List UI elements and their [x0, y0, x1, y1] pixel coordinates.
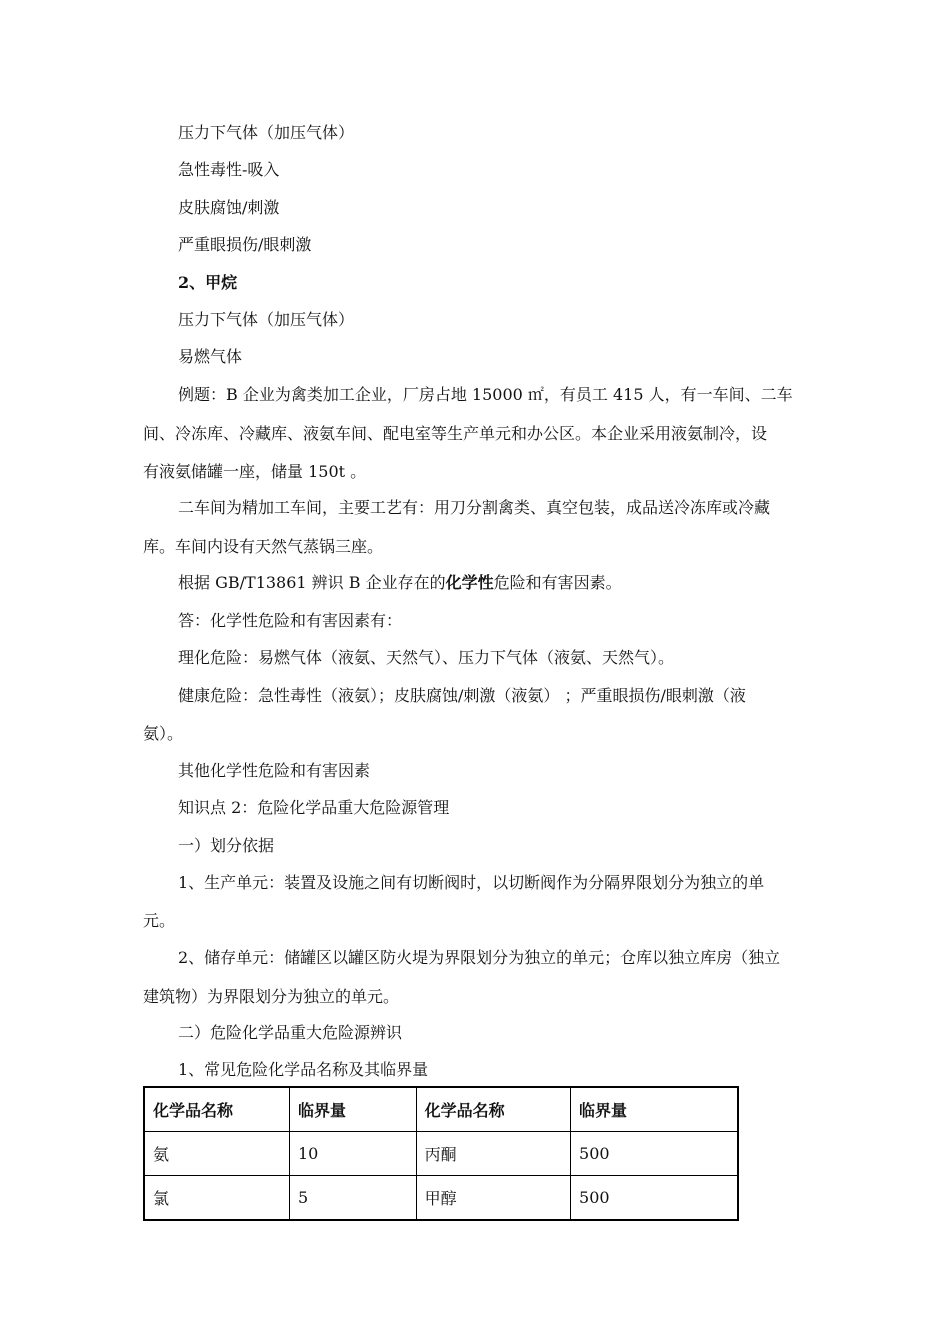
text-line: 有液氨储罐一座，储量 150t 。 — [143, 462, 367, 481]
table-cell: 500 — [571, 1132, 738, 1176]
critical-quantity-table — [143, 1086, 739, 1221]
text-line: 急性毒性-吸入 — [178, 160, 280, 179]
table-cell: 甲醇 — [416, 1176, 570, 1221]
text-line: 元。 — [143, 911, 176, 930]
text-line: 二车间为精加工车间，主要工艺有：用刀分割禽类、真空包装，成品送冷冻库或冷藏 — [178, 498, 771, 517]
table-cell: 丙酮 — [416, 1132, 570, 1176]
table-cell: 10 — [289, 1132, 416, 1176]
text-line: 二）危险化学品重大危险源辨识 — [178, 1023, 403, 1042]
section-heading: 2、甲烷 — [178, 273, 238, 292]
table-header-cell: 临界量 — [571, 1087, 738, 1132]
text-line: 健康危险：急性毒性（液氨）；皮肤腐蚀/刺激（液氨） ；严重眼损伤/眼刺激（液 — [178, 686, 746, 705]
text-line: 间、冷冻库、冷藏库、液氨车间、配电室等生产单元和办公区。本企业采用液氨制冷，设 — [143, 424, 768, 443]
text-line: 其他化学性危险和有害因素 — [178, 761, 371, 780]
table-header-cell: 临界量 — [289, 1087, 416, 1132]
text-segment: 根据 GB/T13861 辨识 B 企业存在的 — [178, 573, 446, 592]
table-header-cell: 化学品名称 — [144, 1087, 289, 1132]
table-cell: 氯 — [144, 1176, 289, 1221]
table-row — [144, 1176, 738, 1221]
text-line: 一）划分依据 — [178, 836, 275, 855]
text-line: 1、生产单元：装置及设施之间有切断阀时，以切断阀作为分隔界限划分为独立的单 — [178, 873, 765, 892]
text-line: 压力下气体（加压气体） — [178, 123, 355, 142]
text-line: 易燃气体 — [178, 347, 243, 366]
text-line: 压力下气体（加压气体） — [178, 310, 355, 329]
table-cell: 500 — [571, 1176, 738, 1221]
text-line: 例题：B 企业为禽类加工企业，厂房占地 15000 ㎡，有员工 415 人，有一车间、二车 — [178, 385, 793, 404]
table-header-cell: 化学品名称 — [416, 1087, 570, 1132]
text-line: 皮肤腐蚀/刺激 — [178, 198, 280, 217]
text-line: 理化危险：易燃气体（液氨、天然气）、压力下气体（液氨、天然气）。 — [178, 648, 675, 667]
text-line: 建筑物）为界限划分为独立的单元。 — [143, 987, 400, 1006]
table-cell: 氨 — [144, 1132, 289, 1176]
text-line: 知识点 2：危险化学品重大危险源管理 — [178, 798, 450, 817]
text-line: 2、储存单元：储罐区以罐区防火堤为界限划分为独立的单元；仓库以独立库房（独立 — [178, 948, 781, 967]
text-line: 1、常见危险化学品名称及其临界量 — [178, 1060, 429, 1079]
text-line: 答：化学性危险和有害因素有： — [178, 611, 403, 630]
text-line: 严重眼损伤/眼刺激 — [178, 235, 312, 254]
table-row — [144, 1132, 738, 1176]
text-line — [178, 573, 622, 593]
table-cell: 5 — [289, 1176, 416, 1221]
emphasis-text: 化学性 — [445, 573, 494, 592]
text-line: 库。车间内设有天然气蒸锅三座。 — [143, 537, 384, 556]
table-header-row — [144, 1087, 738, 1132]
text-segment: 危险和有害因素。 — [493, 573, 622, 592]
text-line: 氨）。 — [143, 724, 184, 743]
